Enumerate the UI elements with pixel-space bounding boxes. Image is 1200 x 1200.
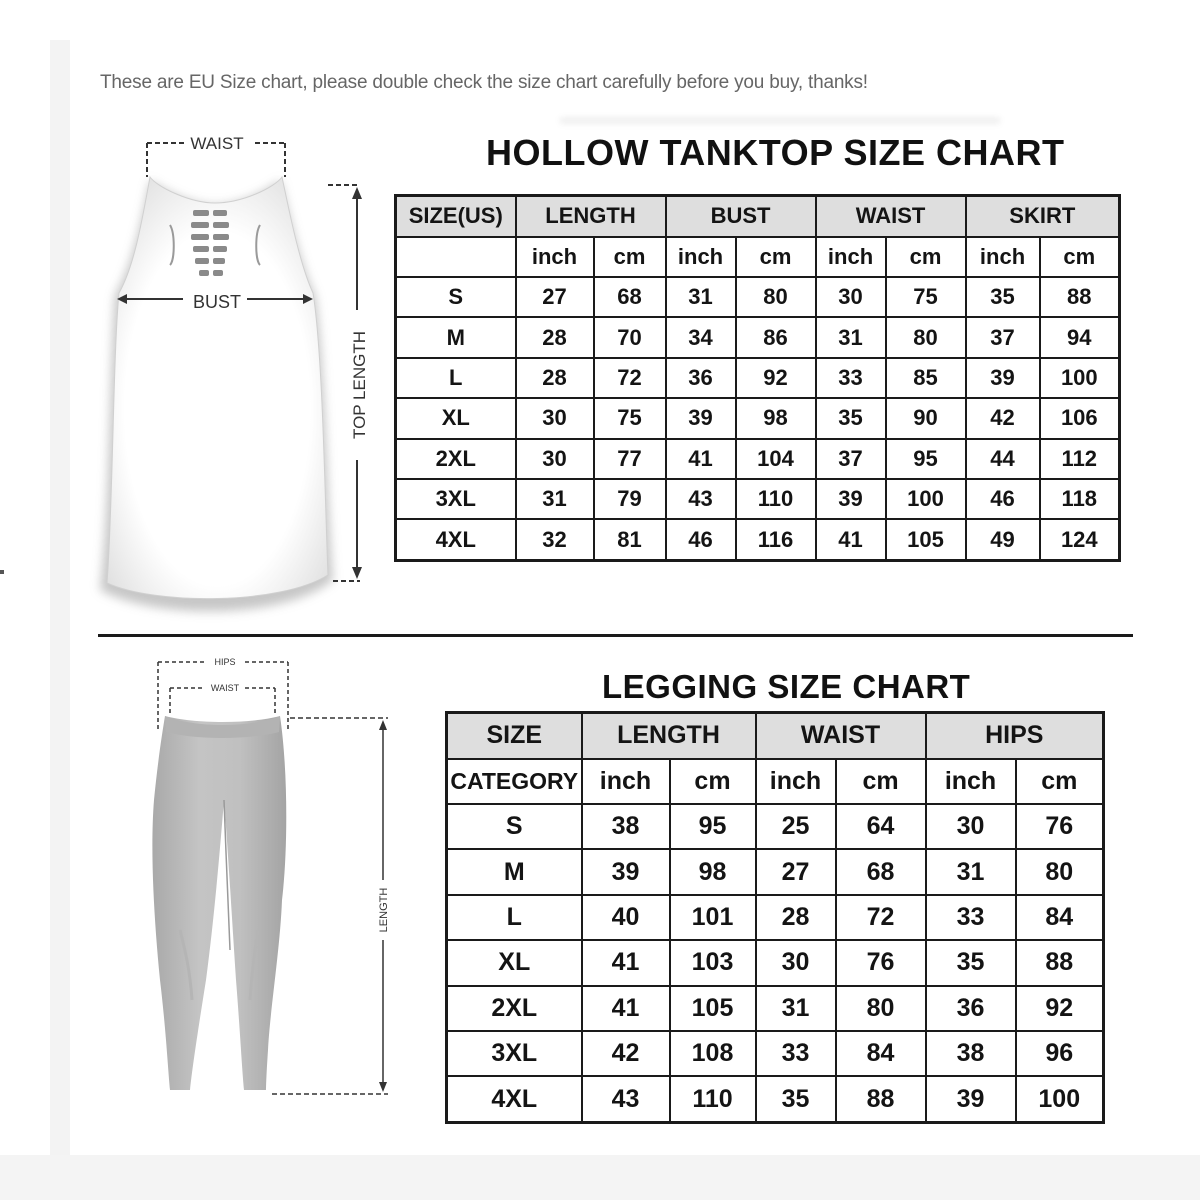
value-cell: 92 [1016,986,1104,1031]
unit-header: cm [736,237,816,277]
table-row [396,358,1120,398]
value-cell: 41 [582,940,670,985]
value-cell: 81 [594,519,666,560]
value-cell: 88 [1016,940,1104,985]
value-cell: 84 [836,1031,926,1076]
bottom-band [0,1155,1200,1200]
value-cell: 41 [582,986,670,1031]
value-cell: 80 [1016,849,1104,894]
hips-group-header: HIPS [926,713,1104,759]
size-note: These are EU Size chart, please double check the size chart carefully before you buy, thanks! [100,72,868,93]
tanktop-size-table [394,194,1121,562]
value-cell: 105 [670,986,756,1031]
unit-header: inch [666,237,736,277]
bust-label: BUST [192,292,242,312]
value-cell: 100 [1040,358,1120,398]
value-cell: 70 [594,317,666,357]
value-cell: 80 [836,986,926,1031]
value-cell: 100 [1016,1076,1104,1122]
size-column-header: SIZE [447,713,582,759]
value-cell: 31 [516,479,594,519]
value-cell: 30 [516,398,594,438]
legging-chart-title: LEGGING SIZE CHART [602,668,971,705]
value-cell: 30 [756,940,836,985]
value-cell: 46 [666,519,736,560]
size-cell: XL [396,398,516,438]
value-cell: 39 [582,849,670,894]
value-cell: 31 [666,277,736,317]
value-cell: 103 [670,940,756,985]
waist-group-header: WAIST [756,713,926,759]
value-cell: 33 [756,1031,836,1076]
value-cell: 34 [666,317,736,357]
value-cell: 30 [816,277,886,317]
size-cell: M [396,317,516,357]
waist-group-header: WAIST [816,196,966,237]
table-unit-row [447,759,1104,804]
value-cell: 41 [816,519,886,560]
value-cell: 36 [666,358,736,398]
value-cell: 100 [886,479,966,519]
legging-size-table [445,711,1105,1124]
waist-label: WAIST [190,134,244,153]
left-margin-band [50,40,70,1155]
value-cell: 35 [926,940,1016,985]
size-cell: 2XL [447,986,582,1031]
value-cell: 76 [1016,804,1104,849]
value-cell: 88 [836,1076,926,1122]
value-cell: 94 [1040,317,1120,357]
value-cell: 98 [736,398,816,438]
table-header-row [447,713,1104,759]
value-cell: 38 [582,804,670,849]
size-cell: 4XL [447,1076,582,1122]
value-cell: 106 [1040,398,1120,438]
table-header-row [396,196,1120,237]
unit-header: inch [582,759,670,804]
value-cell: 108 [670,1031,756,1076]
value-cell: 36 [926,986,1016,1031]
length-label: LENGTH [378,887,390,933]
value-cell: 110 [670,1076,756,1122]
value-cell: 41 [666,439,736,479]
table-unit-row [396,237,1120,277]
table-row [447,1076,1104,1122]
value-cell: 28 [516,358,594,398]
value-cell: 85 [886,358,966,398]
tanktop-chart-title: HOLLOW TANKTOP SIZE CHART [486,132,1065,173]
value-cell: 105 [886,519,966,560]
value-cell: 42 [582,1031,670,1076]
value-cell: 43 [666,479,736,519]
value-cell: 35 [756,1076,836,1122]
value-cell: 25 [756,804,836,849]
table-row [396,398,1120,438]
size-cell: 3XL [447,1031,582,1076]
bust-group-header: BUST [666,196,816,237]
value-cell: 30 [926,804,1016,849]
table-row [447,940,1104,985]
value-cell: 27 [516,277,594,317]
section-divider [98,634,1133,637]
unit-header: cm [670,759,756,804]
unit-header: cm [594,237,666,277]
table-row [447,986,1104,1031]
table-row [396,439,1120,479]
unit-header: inch [966,237,1040,277]
size-cell: S [396,277,516,317]
value-cell: 40 [582,895,670,940]
value-cell: 31 [816,317,886,357]
value-cell: 116 [736,519,816,560]
value-cell: 112 [1040,439,1120,479]
value-cell: 92 [736,358,816,398]
value-cell: 77 [594,439,666,479]
waist-label: WAIST [210,683,240,693]
table-row [396,519,1120,560]
value-cell: 88 [1040,277,1120,317]
value-cell: 110 [736,479,816,519]
value-cell: 33 [926,895,1016,940]
value-cell: 43 [582,1076,670,1122]
unit-header: inch [756,759,836,804]
table-row [447,849,1104,894]
value-cell: 84 [1016,895,1104,940]
unit-header: inch [926,759,1016,804]
value-cell: 68 [594,277,666,317]
value-cell: 86 [736,317,816,357]
value-cell: 38 [926,1031,1016,1076]
value-cell: 80 [736,277,816,317]
value-cell: 32 [516,519,594,560]
value-cell: 28 [516,317,594,357]
value-cell: 104 [736,439,816,479]
hips-label: HIPS [214,657,236,667]
table-row [396,317,1120,357]
value-cell: 80 [886,317,966,357]
edge-mark [0,570,4,574]
value-cell: 27 [756,849,836,894]
unit-header: cm [836,759,926,804]
category-header: CATEGORY [447,759,582,804]
value-cell: 90 [886,398,966,438]
size-cell: S [447,804,582,849]
size-cell: 3XL [396,479,516,519]
unit-header: cm [1040,237,1120,277]
table-row [447,804,1104,849]
table-row [447,1031,1104,1076]
length-group-header: LENGTH [582,713,756,759]
value-cell: 72 [836,895,926,940]
value-cell: 46 [966,479,1040,519]
size-cell: M [447,849,582,894]
top-length-label: TOP LENGTH [350,330,369,440]
length-group-header: LENGTH [516,196,666,237]
note-underline-shadow [560,118,1000,126]
value-cell: 28 [756,895,836,940]
value-cell: 31 [756,986,836,1031]
value-cell: 124 [1040,519,1120,560]
unit-header: inch [516,237,594,277]
value-cell: 35 [966,277,1040,317]
table-row [396,479,1120,519]
value-cell: 101 [670,895,756,940]
value-cell: 76 [836,940,926,985]
value-cell: 39 [966,358,1040,398]
size-cell: 2XL [396,439,516,479]
size-cell: L [396,358,516,398]
value-cell: 79 [594,479,666,519]
skirt-group-header: SKIRT [966,196,1120,237]
value-cell: 118 [1040,479,1120,519]
size-cell: XL [447,940,582,985]
value-cell: 95 [670,804,756,849]
value-cell: 98 [670,849,756,894]
legging-illustration [140,650,400,1150]
size-cell: L [447,895,582,940]
value-cell: 42 [966,398,1040,438]
value-cell: 72 [594,358,666,398]
value-cell: 30 [516,439,594,479]
value-cell: 75 [886,277,966,317]
empty-cell [396,237,516,277]
unit-header: cm [1016,759,1104,804]
value-cell: 37 [966,317,1040,357]
value-cell: 68 [836,849,926,894]
value-cell: 39 [926,1076,1016,1122]
value-cell: 37 [816,439,886,479]
tanktop-illustration [95,125,395,625]
value-cell: 39 [666,398,736,438]
size-column-header: SIZE(US) [396,196,516,237]
value-cell: 44 [966,439,1040,479]
value-cell: 33 [816,358,886,398]
value-cell: 95 [886,439,966,479]
value-cell: 64 [836,804,926,849]
table-row [396,277,1120,317]
unit-header: inch [816,237,886,277]
value-cell: 31 [926,849,1016,894]
value-cell: 35 [816,398,886,438]
table-row [447,895,1104,940]
unit-header: cm [886,237,966,277]
value-cell: 96 [1016,1031,1104,1076]
value-cell: 49 [966,519,1040,560]
value-cell: 39 [816,479,886,519]
value-cell: 75 [594,398,666,438]
size-cell: 4XL [396,519,516,560]
